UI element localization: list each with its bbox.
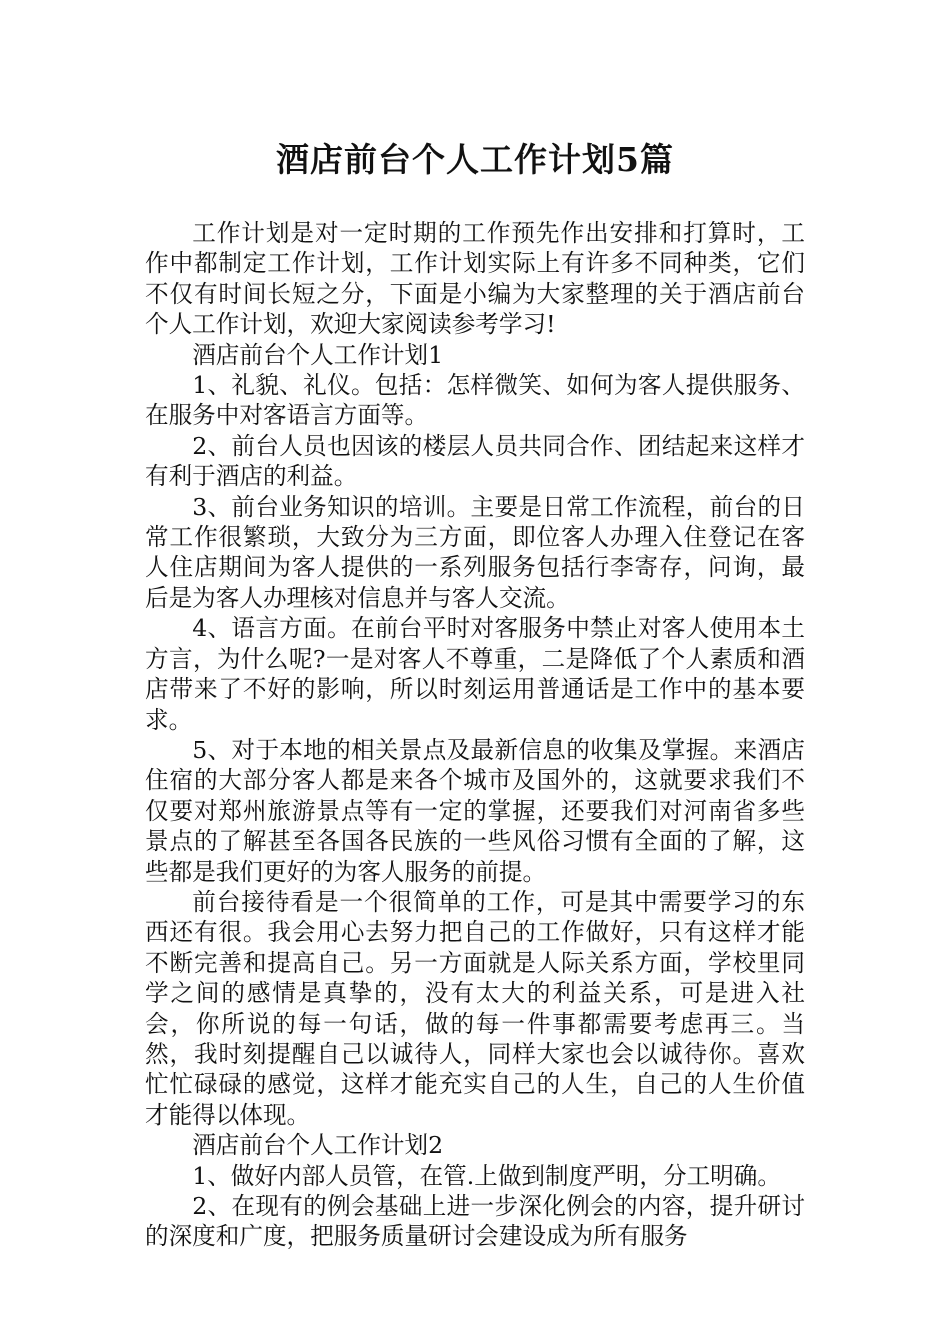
plan2-item-2: 2、在现有的例会基础上进一步深化例会的内容，提升研讨的深度和广度，把服务质量研讨会建设成为所有服务 [145,1192,805,1251]
section-heading-plan-1: 酒店前台个人工作计划1 [192,340,444,369]
plan2-item-1: 1、做好内部人员管，在管.上做到制度严明，分工明确。 [192,1161,781,1190]
document-title: 酒店前台个人工作计划5篇 [276,140,674,179]
plan1-item-4: 4、语言方面。在前台平时对客服务中禁止对客人使用本土方言，为什么呢?一是对客人不尊重，二是降低了个人素质和酒店带来了不好的影响，所以时刻运用普通话是工作中的基本要求。 [145,614,805,734]
plan1-item-1: 1、礼貌、礼仪。包括：怎样微笑、如何为客人提供服务、在服务中对客语言方面等。 [145,371,805,430]
section-heading-plan-2: 酒店前台个人工作计划2 [192,1131,444,1160]
plan1-item-5: 5、对于本地的相关景点及最新信息的收集及掌握。来酒店住宿的大部分客人都是来各个城市及国外的，这就要求我们不仅要对郑州旅游景点等有一定的掌握，还要我们对河南省多些景点的了解甚至各国各民族的一些风俗习惯有全面的了解，这些都是我们更好的为客人服务的前提。 [145,735,805,886]
plan1-summary-paragraph: 前台接待看是一个很简单的工作，可是其中需要学习的东西还有很。我会用心去努力把自己的工作做好，只有这样才能不断完善和提高自己。另一方面就是人际关系方面，学校里同学之间的感情是真挚的，没有太大的利益关系，可是进入社会，你所说的每一句话，做的每一件事都需要考虑再三。当然，我时刻提醒自己以诚待人，同样大家也会以诚待你。喜欢忙忙碌碌的感觉，这样才能充实自己的人生，自己的人生价值才能得以体现。 [145,887,805,1129]
plan1-item-3: 3、前台业务知识的培训。主要是日常工作流程，前台的日常工作很繁琐，大致分为三方面，即位客人办理入住登记在客人住店期间为客人提供的一系列服务包括行李寄存，问询，最后是为客人办理核对信息并与客人交流。 [145,492,805,612]
plan1-item-2: 2、前台人员也因该的楼层人员共同合作、团结起来这样才有利于酒店的利益。 [145,431,805,491]
document-page [145,130,805,1252]
intro-paragraph: 工作计划是对一定时期的工作预先作出安排和打算时，工作中都制定工作计划，工作计划实际上有许多不同种类，它们不仅有时间长短之分，下面是小编为大家整理的关于酒店前台个人工作计划，欢迎大家阅读参考学习! [145,219,805,339]
